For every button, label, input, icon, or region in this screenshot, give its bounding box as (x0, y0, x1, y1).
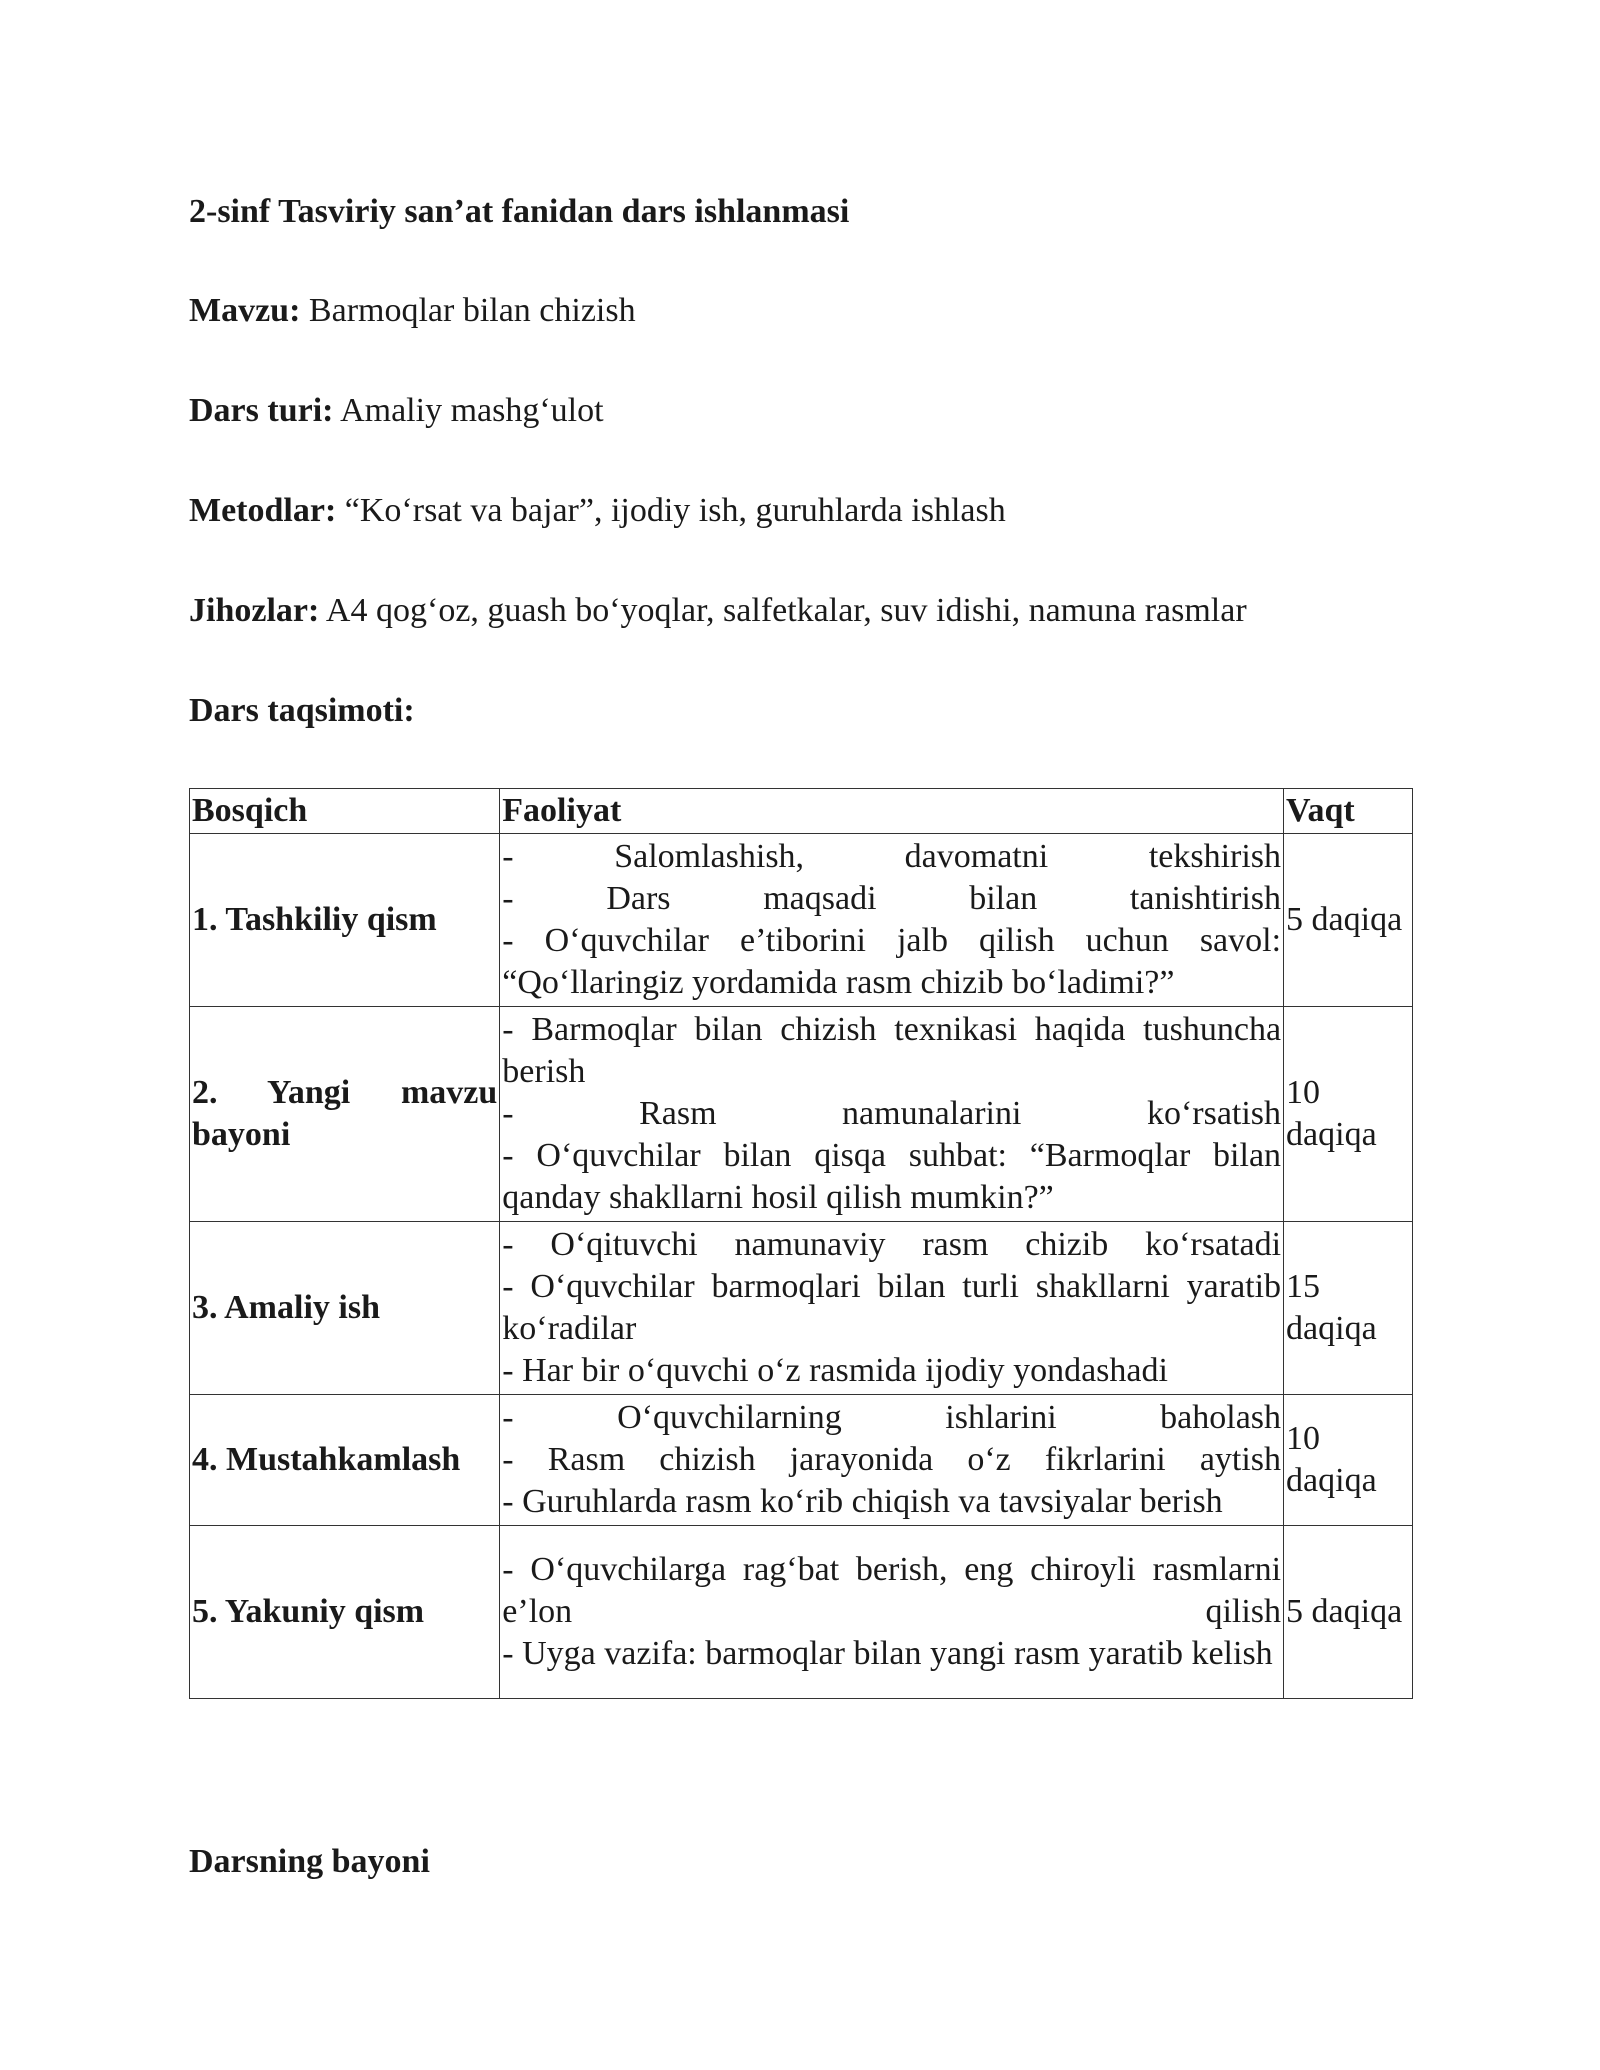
time-cell: 5 daqiqa (1284, 834, 1413, 1007)
table-row (190, 1395, 1413, 1526)
activity-cell (500, 834, 1284, 1007)
time-cell: 5 daqiqa (1284, 1526, 1413, 1699)
activity-item: - Rasm namunalarini ko‘rsatish (502, 1095, 1282, 1132)
field-value: Amaliy mashg‘ulot (333, 392, 604, 429)
stage-cell: 5. Yakuniy qism (190, 1526, 500, 1699)
column-header-vaqt: Vaqt (1284, 789, 1413, 834)
field-label: Metodlar: (189, 492, 337, 529)
field-label: Dars turi: (189, 392, 334, 429)
field-metodlar (189, 491, 1006, 531)
activity-item: - Dars maqsadi bilan tanishtirish (502, 880, 1282, 917)
activity-item: - Guruhlarda rasm ko‘rib chiqish va tavsiyalar berish (502, 1483, 1223, 1520)
activity-item: - O‘qituvchi namunaviy rasm chizib ko‘rsatadi (502, 1226, 1282, 1263)
field-label: Jihozlar: (189, 592, 320, 629)
activity-item: - Salomlashish, davomatni tekshirish (502, 838, 1282, 875)
table-row (190, 1222, 1413, 1395)
time-cell: 10 daqiqa (1284, 1395, 1413, 1526)
activity-item: - O‘quvchilar e’tiborini jalb qilish uchun savol: “Qo‘llaringiz yordamida rasm chizib bo‘ladimi?” (502, 922, 1282, 1001)
activity-item: - Barmoqlar bilan chizish texnikasi haqida tushuncha berish (502, 1011, 1282, 1090)
column-header-faoliyat: Faoliyat (500, 789, 1284, 834)
activity-item: - Har bir o‘quvchi o‘z rasmida ijodiy yondashadi (502, 1352, 1168, 1389)
lesson-plan-table (189, 788, 1413, 1699)
activity-item: - O‘quvchilar barmoqlari bilan turli shakllarni yaratib ko‘radilar (502, 1268, 1282, 1347)
field-dars-turi (189, 391, 604, 431)
time-cell: 10 daqiqa (1284, 1007, 1413, 1222)
table-row (190, 1526, 1413, 1699)
activity-item: - O‘quvchilarga rag‘bat berish, eng chiroyli rasmlarni e’lon qilish (502, 1551, 1282, 1630)
field-value: A4 qog‘oz, guash bo‘yoqlar, salfetkalar, suv idishi, namuna rasmlar (319, 592, 1247, 629)
activity-item: - O‘quvchilar bilan qisqa suhbat: “Barmoqlar bilan qanday shakllarni hosil qilish mumkin?” (502, 1137, 1282, 1216)
field-value: “Ko‘rsat va bajar”, ijodiy ish, guruhlarda ishlash (336, 492, 1006, 529)
activity-cell (500, 1526, 1284, 1699)
closing-heading: Darsning bayoni (189, 1843, 430, 1880)
column-header-bosqich: Bosqich (190, 789, 500, 834)
time-cell: 15 daqiqa (1284, 1222, 1413, 1395)
stage-cell: 3. Amaliy ish (190, 1222, 500, 1395)
field-mavzu (189, 291, 636, 331)
activity-cell (500, 1222, 1284, 1395)
activity-item: - Rasm chizish jarayonida o‘z fikrlarini aytish (502, 1441, 1282, 1478)
table-header-row (190, 789, 1413, 834)
activity-cell (500, 1007, 1284, 1222)
stage-cell: 4. Mustahkamlash (190, 1395, 500, 1526)
stage-cell: 2. Yangi mavzu bayoni (190, 1007, 500, 1222)
field-value: Barmoqlar bilan chizish (300, 292, 636, 329)
section-heading: Dars taqsimoti: (189, 692, 415, 729)
table-row (190, 834, 1413, 1007)
activity-cell (500, 1395, 1284, 1526)
stage-cell: 1. Tashkiliy qism (190, 834, 500, 1007)
table-row (190, 1007, 1413, 1222)
activity-item: - Uyga vazifa: barmoqlar bilan yangi rasm yaratib kelish (502, 1635, 1273, 1672)
document-title: 2-sinf Tasviriy san’at fanidan dars ishlanmasi (189, 193, 850, 230)
field-label: Mavzu: (189, 292, 301, 329)
field-jihozlar (189, 591, 1247, 631)
activity-item: - O‘quvchilarning ishlarini baholash (502, 1399, 1282, 1436)
